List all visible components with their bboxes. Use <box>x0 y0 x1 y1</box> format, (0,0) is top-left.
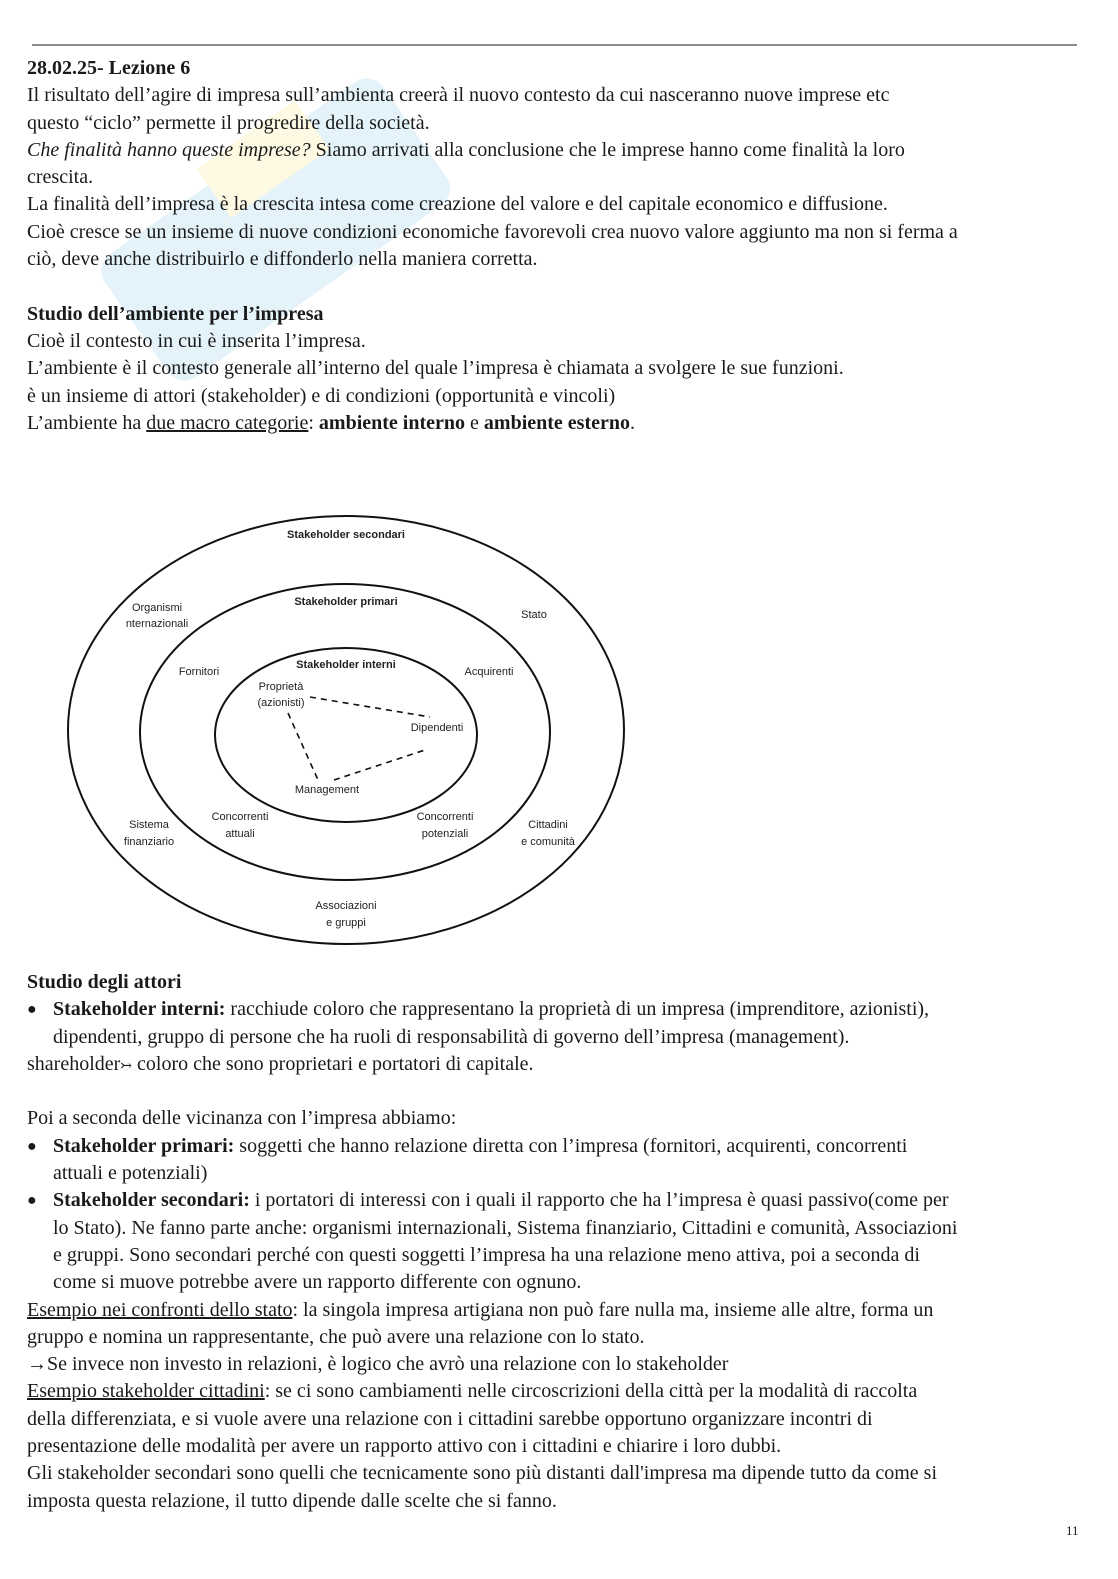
bullet-item <box>27 1187 1097 1214</box>
text: della differenziata, e si vuole avere una relazione con i cittadini sarebbe opportuno organizzare incontri di <box>27 1407 873 1430</box>
bold-text: ambiente esterno <box>483 411 630 434</box>
bold-text: Studio degli attori <box>27 971 182 993</box>
text: dipendenti, gruppo di persone che ha ruoli di responsabilità di governo dell’impresa (management). <box>53 1025 850 1048</box>
label-stato: Stato <box>521 609 547 621</box>
label-concorrenti-potenziali: Concorrenti <box>416 811 474 823</box>
text-line <box>27 1051 1097 1078</box>
text-line <box>27 1324 1097 1351</box>
text: →Se invece non investo in relazioni, è logico che avrò una relazione con lo stakeholder <box>27 1353 729 1376</box>
text: Cioè cresce se un insieme di nuove condizioni economiche favorevoli crea nuovo valore aggiunto ma non si ferma a <box>27 220 958 243</box>
arrow-icon: ↣ <box>120 1058 133 1074</box>
text: shareholder <box>27 1052 121 1075</box>
primary-ring <box>140 584 550 880</box>
label-secondary: Stakeholder secondari <box>287 529 405 541</box>
text-line <box>27 1488 1097 1515</box>
text: : se ci sono cambiamenti nelle circoscrizioni della città per la modalità di raccolta <box>264 1380 918 1403</box>
text: Cioè il contesto in cui è inserita l’impresa. <box>27 329 366 352</box>
bullet-item <box>27 996 1097 1023</box>
text-line <box>27 1215 1097 1242</box>
link-proprieta-management <box>288 713 318 780</box>
label-acquirenti: Acquirenti <box>464 666 514 678</box>
text: ciò, deve anche distribuirlo e diffonderlo nella maniera corretta. <box>27 248 538 271</box>
text-line <box>27 1078 1097 1105</box>
label-primary: Stakeholder primari <box>294 596 398 608</box>
bold-text: ambiente interno <box>318 411 466 434</box>
label-concorrenti-attuali-2: attuali <box>225 828 255 840</box>
text: gruppo e nomina un rappresentante, che può avere una relazione con lo stato. <box>27 1325 645 1348</box>
label-sistema: Sistema <box>129 819 169 831</box>
text: i portatori di interessi con i quali il rapporto che ha l’impresa è quasi passivo(come per <box>249 1189 949 1212</box>
bold-text: Studio dell’ambiente per l’impresa <box>27 302 324 325</box>
bullet-item <box>27 1133 1097 1160</box>
italic-text: Che finalità hanno queste imprese? <box>27 138 311 161</box>
bullet-icon: ● <box>27 1001 37 1019</box>
label-dipendenti: Dipendenti <box>410 722 464 734</box>
text: imposta questa relazione, il tutto dipende dalle scelte che si fanno. <box>27 1489 557 1512</box>
label-concorrenti-attuali: Concorrenti <box>211 811 269 823</box>
text-line <box>27 1105 1097 1132</box>
bold-text: 28.02.25- Lezione 6 <box>27 57 191 79</box>
bullet-icon: ● <box>27 1137 37 1155</box>
bold-text: Stakeholder secondari: <box>53 1189 250 1212</box>
label-organismi: Organismi <box>131 602 183 614</box>
link-proprieta-dipendenti <box>310 697 430 717</box>
text: presentazione delle modalità per avere un rapporto attivo con i cittadini e chiarire i loro dubbi. <box>27 1435 782 1458</box>
text-line <box>27 1269 1097 1296</box>
text-line <box>27 969 1097 996</box>
link-management-dipendenti <box>334 749 428 780</box>
label-sistema-2: finanziario <box>123 836 175 848</box>
bold-text: Stakeholder interni: <box>53 998 226 1021</box>
text: coloro che sono proprietari e portatori di capitale. <box>132 1052 534 1075</box>
text-line <box>27 1024 1097 1051</box>
text: racchiude coloro che rappresentano la proprietà di un impresa (imprenditore, azionisti), <box>225 998 930 1021</box>
text-line <box>27 1378 1097 1405</box>
text: : <box>308 411 319 434</box>
label-proprieta: Proprietà <box>258 681 304 693</box>
text: : la singola impresa artigiana non può fare nulla ma, insieme alle altre, forma un <box>292 1298 934 1321</box>
text-line <box>27 1242 1097 1269</box>
bold-text: Stakeholder primari: <box>53 1134 235 1157</box>
label-cittadini-2: e comunità <box>521 836 575 848</box>
underlined-text: Esempio nei confronti dello stato <box>27 1298 293 1321</box>
label-cittadini: Cittadini <box>528 819 568 831</box>
text: questo “ciclo” permette il progredire della società. <box>27 111 430 134</box>
actors-section <box>27 969 1097 1515</box>
text: attuali e potenziali) <box>53 1162 208 1185</box>
label-internal: Stakeholder interni <box>296 659 396 671</box>
text-line <box>27 1460 1097 1487</box>
label-concorrenti-potenziali-2: potenziali <box>421 828 469 840</box>
text: come si muove potrebbe avere un rapporto differente con ognuno. <box>53 1271 582 1294</box>
text: Siamo arrivati alla conclusione che le imprese hanno come finalità la loro <box>310 138 905 161</box>
text: L’ambiente ha <box>27 411 147 434</box>
text: crescita. <box>27 166 94 189</box>
underlined-text: Esempio stakeholder cittadini <box>27 1380 265 1403</box>
text: L’ambiente è il contesto generale all’interno del quale l’impresa è chiamata a svolgere le sue funzioni. <box>27 357 844 380</box>
text-line <box>27 1297 1097 1324</box>
label-associazioni: Associazioni <box>315 900 377 912</box>
text: e <box>465 411 484 434</box>
text-line <box>27 1406 1097 1433</box>
label-organismi-2: nternazionali <box>125 618 189 630</box>
label-fornitori: Fornitori <box>178 666 220 678</box>
label-management: Management <box>294 784 360 796</box>
text: Gli stakeholder secondari sono quelli che tecnicamente sono più distanti dall'impresa ma dipende tutto da come si <box>27 1462 938 1485</box>
text: soggetti che hanno relazione diretta con l’impresa (fornitori, acquirenti, concorrenti <box>234 1134 908 1157</box>
text: Il risultato dell’agire di impresa sull’ambienta creerà il nuovo contesto da cui nasceranno nuove imprese etc <box>27 84 890 107</box>
bullet-icon: ● <box>27 1192 37 1210</box>
text: e gruppi. Sono secondari perché con questi soggetti l’impresa ha una relazione meno attiva, poi a seconda di <box>53 1243 920 1266</box>
text: Poi a seconda delle vicinanza con l’impresa abbiamo: <box>27 1107 457 1130</box>
underlined-text: due macro categorie <box>146 411 309 434</box>
label-proprieta-2: (azionisti) <box>257 697 305 709</box>
text-line <box>27 1433 1097 1460</box>
text: lo Stato). Ne fanno parte anche: organismi internazionali, Sistema finanziario, Cittadini e comunità, Associazioni <box>53 1216 958 1239</box>
label-associazioni-2: e gruppi <box>326 917 366 929</box>
text: La finalità dell’impresa è la crescita intesa come creazione del valore e del capitale economico e diffusione. <box>27 193 888 216</box>
text: è un insieme di attori (stakeholder) e di condizioni (opportunità e vincoli) <box>27 384 616 407</box>
text-line <box>27 1160 1097 1187</box>
text-line <box>27 1351 1097 1378</box>
text: . <box>629 411 635 434</box>
page-number: 11 <box>1066 1523 1079 1538</box>
